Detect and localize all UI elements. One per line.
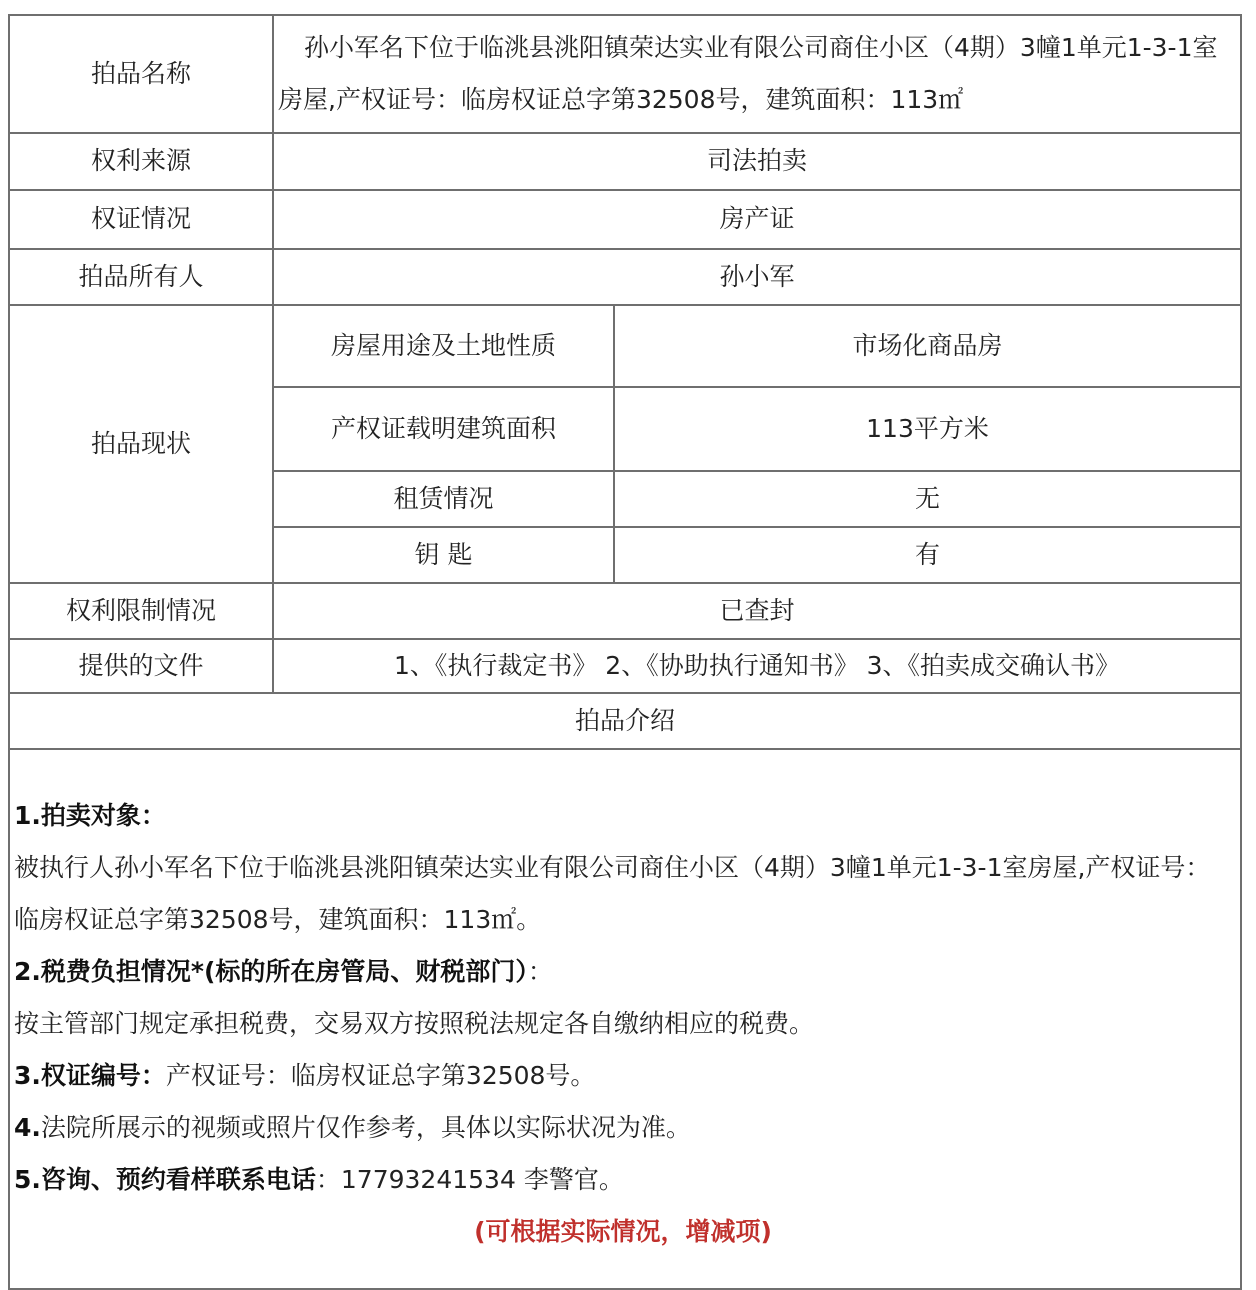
intro-item-3: 3.权证编号：产权证号：临房权证总字第32508号。: [14, 1061, 596, 1090]
row-intro-heading: [9, 693, 1241, 749]
intro-item-4: 4.法院所展示的视频或照片仅作参考，具体以实际状况为准。: [14, 1113, 691, 1142]
value-keys: 有: [614, 527, 1241, 583]
label-item-name: 拍品名称: [9, 15, 273, 133]
value-owner: 孙小军: [273, 249, 1241, 305]
value-area: 113平方米: [614, 387, 1241, 471]
row-documents: [9, 639, 1241, 693]
label-certificate: 权证情况: [9, 190, 273, 249]
intro-item-1-text: 被执行人孙小军名下位于临洮县洮阳镇荣达实业有限公司商住小区（4期）3幢1单元1-3-1室房屋,产权证号：临房权证总字第32508号，建筑面积：113㎡。: [14, 853, 1211, 934]
intro-body: [9, 749, 1241, 1289]
value-documents: 1、《执行裁定书》 2、《协助执行通知书》 3、《拍卖成交确认书》: [273, 639, 1241, 693]
intro-item-1-title: 1.拍卖对象：: [14, 801, 166, 830]
row-restriction: [9, 583, 1241, 639]
label-keys: 钥 匙: [273, 527, 614, 583]
value-usage: 市场化商品房: [614, 305, 1241, 387]
label-lease: 租赁情况: [273, 471, 614, 527]
label-rights-source: 权利来源: [9, 133, 273, 190]
label-area: 产权证载明建筑面积: [273, 387, 614, 471]
row-rights-source: [9, 133, 1241, 190]
value-restriction: 已查封: [273, 583, 1241, 639]
row-intro-body: [9, 749, 1241, 1289]
label-documents: 提供的文件: [9, 639, 273, 693]
value-lease: 无: [614, 471, 1241, 527]
auction-info-table: [8, 14, 1242, 1290]
label-owner: 拍品所有人: [9, 249, 273, 305]
intro-heading: 拍品介绍: [9, 693, 1241, 749]
intro-item-2-text: 按主管部门规定承担税费，交易双方按照税法规定各自缴纳相应的税费。: [14, 1009, 815, 1038]
label-status: 拍品现状: [9, 305, 273, 583]
intro-note: (可根据实际情况，增减项): [474, 1217, 772, 1246]
label-restriction: 权利限制情况: [9, 583, 273, 639]
row-certificate: [9, 190, 1241, 249]
label-usage: 房屋用途及土地性质: [273, 305, 614, 387]
value-certificate: 房产证: [273, 190, 1241, 249]
value-item-name: 孙小军名下位于临洮县洮阳镇荣达实业有限公司商住小区（4期）3幢1单元1-3-1室房屋,产权证号：临房权证总字第32508号，建筑面积：113㎡: [273, 15, 1241, 133]
row-item-name: [9, 15, 1241, 133]
row-owner: [9, 249, 1241, 305]
row-status-usage: [9, 305, 1241, 387]
value-rights-source: 司法拍卖: [273, 133, 1241, 190]
intro-item-2-title: 2.税费负担情况*(标的所在房管局、财税部门）：: [14, 957, 553, 986]
intro-item-5: 5.咨询、预约看样联系电话：17793241534 李警官。: [14, 1165, 624, 1194]
